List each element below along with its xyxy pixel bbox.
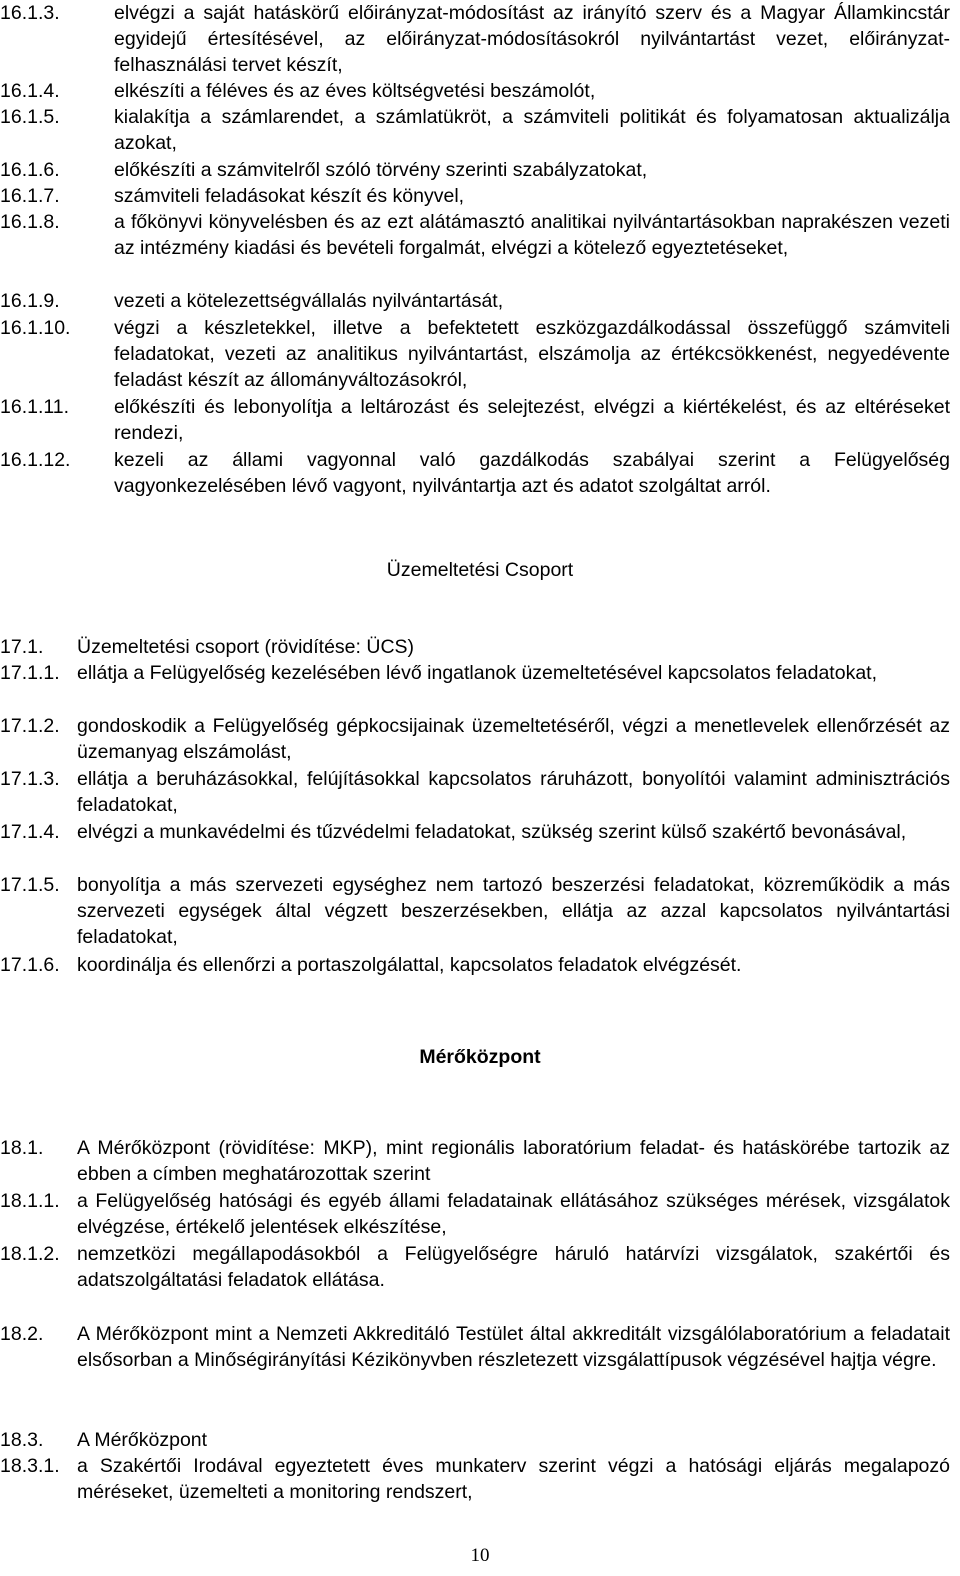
item-text: elkészíti a féléves és az éves költségvetési beszámolót,: [114, 80, 596, 102]
page-number: 10: [470, 1545, 490, 1566]
item-number: 17.1.3.: [0, 768, 60, 790]
item-number: 18.1.1.: [0, 1190, 60, 1212]
item-text: kezeli az állami vagyonnal való gazdálkodás szabályai szerint a Felügyelőség vagyonkezelésében lévő vagyont, nyilvántartja azt és adatot szolgáltat arról.: [114, 449, 950, 497]
item-number: 16.1.7.: [0, 185, 60, 207]
item-text: bonyolítja a más szervezeti egységhez nem tartozó beszerzési feladatokat, közreműködik a más szervezeti egységek által végzett beszerzésekben, ellátja az azzal kapcsolatos nyilvántartási feladatokat,: [77, 874, 950, 948]
item-text: A Mérőközpont: [77, 1429, 208, 1451]
item-number: 17.1.4.: [0, 821, 60, 843]
item-text: nemzetközi megállapodásokból a Felügyelőségre háruló határvízi vizsgálatok, szakértői és adatszolgáltatási feladatok ellátása.: [77, 1243, 950, 1291]
item-text: vezeti a kötelezettségvállalás nyilvántartását,: [114, 290, 504, 312]
item-text: elvégzi a saját hatáskörű előirányzat-módosítást az irányító szerv és a Magyar Államkincstár egyidejű értesítésével, az előirányzat-módosításokról nyilvántartást vezet, előirányzat-felhasználási tervet készít,: [114, 2, 950, 76]
item-number: 17.1.5.: [0, 874, 60, 896]
item-text: A Mérőközpont mint a Nemzeti Akkreditáló Testület által akkreditált vizsgálólaboratórium a feladatait elsősorban a Minőségirányítási Kézikönyvben részletezett vizsgálattípusok végzésével hajtja végre.: [77, 1323, 950, 1371]
item-text: előkészíti a számvitelről szóló törvény szerinti szabályzatokat,: [114, 159, 648, 181]
item-text: ellátja a beruházásokkal, felújításokkal kapcsolatos ráruházott, bonyolítói valamint adminisztrációs feladatokat,: [77, 768, 950, 816]
section-heading: Mérőközpont: [419, 1046, 541, 1068]
item-text: Üzemeltetési csoport (rövidítése: ÜCS): [77, 636, 415, 658]
item-text: végzi a készletekkel, illetve a befektetett eszközgazdálkodással összefüggő számviteli feladatokat, vezeti az analitikus nyilvántartást, elszámolja az értékcsökkenést, negyedévente feladást készít az állományváltozásokról,: [114, 317, 950, 391]
item-number: 17.1.: [0, 636, 44, 658]
item-number: 18.3.: [0, 1429, 44, 1451]
item-number: 17.1.1.: [0, 662, 60, 684]
item-text: számviteli feladásokat készít és könyvel,: [114, 185, 465, 207]
item-text: a Szakértői Irodával egyeztetett éves munkaterv szerint végzi a hatósági eljárás megalapozó méréseket, üzemelteti a monitoring rendszert,: [77, 1455, 950, 1503]
item-text: elvégzi a munkavédelmi és tűzvédelmi feladatokat, szükség szerint külső szakértő bevonásával,: [77, 821, 907, 843]
item-text: kialakítja a számlarendet, a számlatükröt, a számviteli politikát és folyamatosan aktualizálja azokat,: [114, 106, 950, 154]
item-number: 17.1.2.: [0, 715, 60, 737]
item-number: 16.1.4.: [0, 80, 60, 102]
item-text: gondoskodik a Felügyelőség gépkocsijainak üzemeltetéséről, végzi a menetlevelek ellenőrzését az üzemanyag elszámolást,: [77, 715, 950, 763]
item-number: 18.3.1.: [0, 1455, 60, 1477]
item-text: a főkönyvi könyvelésben és az ezt alátámasztó analitikai nyilvántartásokban naprakészen vezeti az intézmény kiadási és bevételi forgalmát, elvégzi a kötelező egyeztetéseket,: [114, 211, 950, 259]
item-number: 16.1.11.: [0, 396, 70, 418]
item-number: 16.1.10.: [0, 317, 71, 339]
item-number: 16.1.12.: [0, 449, 71, 471]
item-number: 17.1.6.: [0, 954, 60, 976]
item-text: előkészíti és lebonyolítja a leltározást és selejtezést, elvégzi a kiértékelést, és az eltéréseket rendezi,: [114, 396, 950, 444]
item-number: 16.1.8.: [0, 211, 60, 233]
item-text: ellátja a Felügyelőség kezelésében lévő ingatlanok üzemeltetésével kapcsolatos feladatokat,: [77, 662, 878, 684]
item-text: A Mérőközpont (rövidítése: MKP), mint regionális laboratórium feladat- és hatáskörébe tartozik az ebben a címben meghatározottak szerint: [77, 1137, 950, 1185]
item-number: 18.1.2.: [0, 1243, 60, 1265]
section-heading: Üzemeltetési Csoport: [386, 559, 574, 581]
item-number: 16.1.5.: [0, 106, 60, 128]
item-number: 18.1.: [0, 1137, 44, 1159]
item-number: 18.2.: [0, 1323, 44, 1345]
item-number: 16.1.9.: [0, 290, 60, 312]
item-number: 16.1.6.: [0, 159, 60, 181]
item-number: 16.1.3.: [0, 2, 60, 24]
item-text: a Felügyelőség hatósági és egyéb állami feladatainak ellátásához szükséges mérések, vizsgálatok elvégzése, értékelő jelentések elkészítése,: [77, 1190, 950, 1238]
item-text: koordinálja és ellenőrzi a portaszolgálattal, kapcsolatos feladatok elvégzését.: [77, 954, 742, 976]
